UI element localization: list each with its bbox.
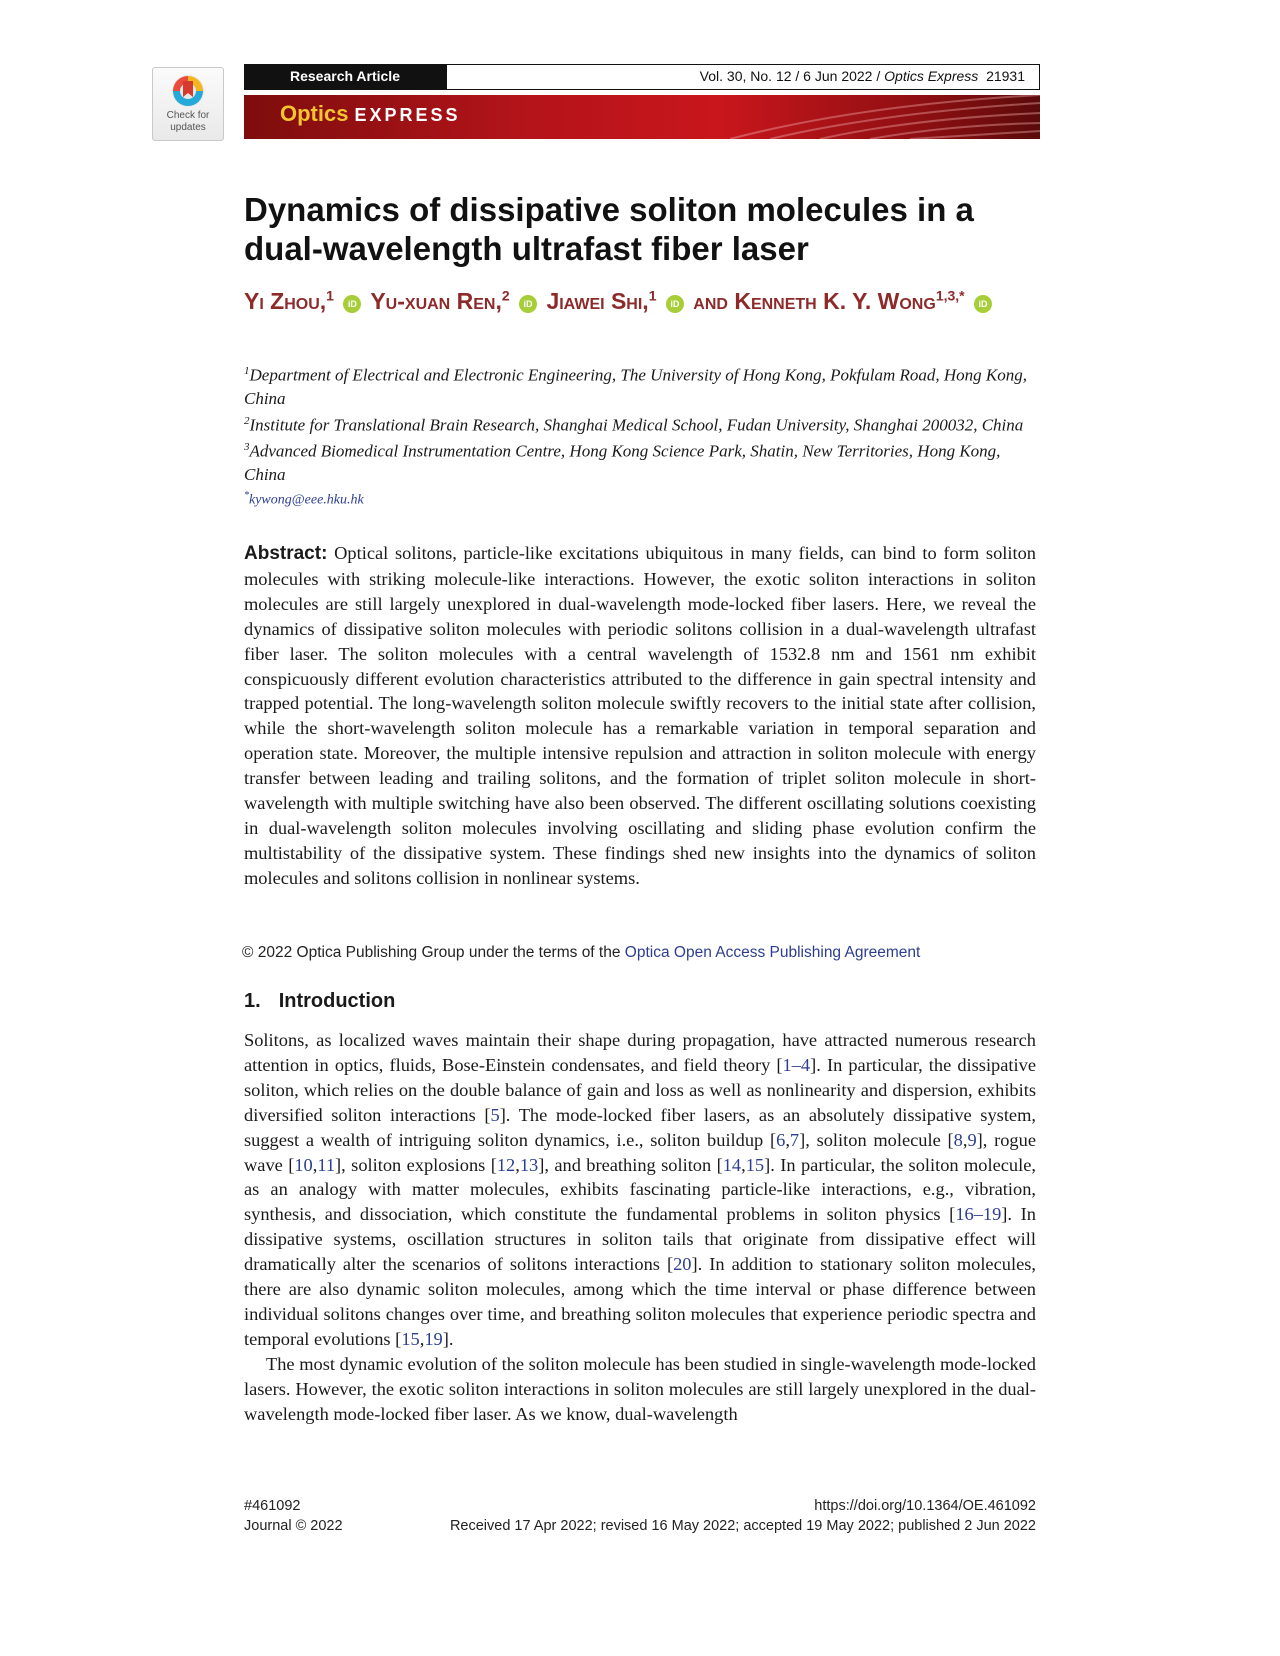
volume-text: Vol. 30, No. 12 / 6 Jun 2022 / bbox=[699, 68, 881, 84]
affiliation-sup: 1 bbox=[244, 365, 250, 377]
author-conjunction: and bbox=[693, 288, 728, 314]
license-link[interactable]: Optica Open Access Publishing Agreement bbox=[624, 944, 921, 961]
journal-copyright: Journal © 2022 bbox=[244, 1518, 343, 1534]
orcid-icon[interactable]: iD bbox=[343, 295, 361, 313]
text-run: Solitons, as localized waves maintain their shape during propagation, have attracted numerous research attention in optics, fluids, Bose-Einstein condensates, and field theory [ bbox=[244, 1030, 1036, 1075]
text-run: ]. In dissipative systems, oscillation structures in soliton tails that originate from dissipative effect will dramatically alter the scenarios of solitons interactions [ bbox=[244, 1204, 1037, 1275]
text-run: ], soliton explosions [ bbox=[335, 1154, 497, 1175]
affiliation-text: Advanced Biomedical Instrumentation Centre, Hong Kong Science Park, Shatin, New Territories, Hong Kong, China bbox=[244, 441, 1001, 484]
abstract bbox=[244, 541, 1036, 891]
check-for-updates-badge[interactable] bbox=[152, 67, 224, 141]
text-run: ], rogue wave [ bbox=[244, 1129, 1036, 1175]
article-header-bar bbox=[244, 64, 1040, 90]
author-sup: 1 bbox=[648, 287, 657, 304]
journal-banner bbox=[244, 95, 1040, 139]
section-title: Introduction bbox=[278, 990, 396, 1012]
affiliation-text: Institute for Translational Brain Research, Shanghai Medical School, Fudan University, Shanghai 200032, China bbox=[249, 415, 1024, 435]
affiliation bbox=[244, 360, 1044, 410]
page-footer bbox=[244, 1496, 1036, 1536]
text-run: ]. The mode-locked fiber lasers, as an absolutely dissipative system, suggest a wealth of intriguing soliton dynamics, i.e., soliton buildup [ bbox=[244, 1104, 1036, 1150]
citation-link[interactable]: 7 bbox=[789, 1129, 800, 1150]
orcid-icon[interactable]: iD bbox=[666, 295, 684, 313]
journal-name-express: EXPRESS bbox=[354, 105, 461, 125]
text-run: , bbox=[312, 1154, 318, 1175]
author-sup: 1,3,* bbox=[935, 287, 965, 304]
affiliation-text: Department of Electrical and Electronic Engineering, The University of Hong Kong, Pokfulam Road, Hong Kong, China bbox=[244, 365, 1027, 408]
citation-link[interactable]: 12 bbox=[496, 1154, 516, 1175]
author-name: Yu-xuan Ren, bbox=[370, 288, 502, 314]
text-run: ]. In particular, the dissipative soliton, which relies on the double balance of gain and loss as well as nonlinearity and dispersion, exhibits diversified soliton interactions [ bbox=[244, 1054, 1036, 1125]
citation-link[interactable]: 15 bbox=[401, 1328, 420, 1349]
crossmark-icon bbox=[170, 73, 206, 109]
text-run: ]. In particular, the soliton molecule, as an analogy with matter molecules, exhibits fascinating particle-like interactions, e.g., vibration, synthesis, and dissociation, which constitute the fundamental problems in soliton physics [ bbox=[244, 1154, 1037, 1225]
affiliation-sup: 3 bbox=[244, 441, 250, 454]
journal-italic: Optics Express bbox=[884, 68, 979, 84]
text-run: , bbox=[515, 1154, 520, 1175]
doi-link[interactable]: https://doi.org/10.1364/OE.461092 bbox=[814, 1498, 1036, 1514]
manuscript-id: #461092 bbox=[244, 1498, 301, 1514]
email-link[interactable]: kywong@eee.hku.hk bbox=[249, 492, 364, 508]
text-run: ]. In addition to stationary soliton molecules, there are also dynamic soliton molecules, among which the time interval or phase difference between individual solitons changes over time, and breathing soliton molecules that experience periodic spectra and temporal evolutions [ bbox=[244, 1254, 1036, 1349]
citation-link[interactable]: 1–4 bbox=[782, 1054, 811, 1075]
citation-link[interactable]: 20 bbox=[673, 1254, 692, 1275]
badge-label-2: updates bbox=[170, 122, 206, 133]
citation-link[interactable]: 5 bbox=[490, 1104, 500, 1125]
abstract-label: Abstract: bbox=[244, 543, 328, 564]
copyright-text: © 2022 Optica Publishing Group under the terms of the bbox=[242, 944, 621, 961]
copyright-notice bbox=[242, 944, 1042, 962]
citation-link[interactable]: 14 bbox=[722, 1154, 742, 1175]
section-number: 1. bbox=[244, 990, 261, 1012]
affiliation-sup: 2 bbox=[244, 414, 250, 427]
author-name: Yi Zhou, bbox=[244, 288, 327, 314]
corresponding-email[interactable] bbox=[244, 486, 1044, 511]
citation-link[interactable]: 9 bbox=[967, 1129, 977, 1150]
paper-title: Dynamics of dissipative soliton molecules in a dual-wavelength ultrafast fiber laser bbox=[244, 191, 974, 267]
author-name: Kenneth K. Y. Wong bbox=[734, 288, 936, 314]
author-sup: 1 bbox=[326, 287, 334, 304]
citation-link[interactable]: 16–19 bbox=[955, 1204, 1002, 1225]
introduction-body bbox=[244, 1028, 1036, 1427]
abstract-text: Optical solitons, particle-like excitations ubiquitous in many fields, can bind to form soliton molecules with striking molecule-like interactions. However, the exotic soliton interactions in soliton molecules are still largely unexplored in dual-wavelength mode-locked fiber lasers. Here, we reveal the dynamics of dissipative soliton molecules with periodic solitons collision in a dual-wavelength ultrafast fiber laser. The soliton molecules with a central wavelength of 1532.8 nm and 1561 nm exhibit conspicuously different evolution characteristics attributed to the difference in gain spectral intensity and trapped potential. The long-wavelength soliton molecule swiftly recovers to the initial state after collision, while the short-wavelength soliton molecule has a remarkable variation in temporal separation and operation state. Moreover, the multiple intensive repulsion and attraction in soliton molecule with energy transfer between leading and trailing solitons, and the formation of triplet soliton molecule in short-wavelength with multiple switching have also been observed. The different oscillating solutions coexisting in dual-wavelength soliton molecules involving oscillating and sliding phase evolution confirm the multistability of the dissipative system. These findings shed new insights into the dynamics of soliton molecules and solitons collision in nonlinear systems. bbox=[244, 543, 1036, 888]
volume-info bbox=[447, 65, 1039, 89]
text-run: , bbox=[785, 1129, 790, 1150]
text-run: , bbox=[962, 1129, 968, 1150]
affiliation bbox=[244, 410, 1044, 437]
paragraph: The most dynamic evolution of the soliton molecule has been studied in single-wavelength mode-locked lasers. However, the exotic soliton interactions in soliton molecules are still largely unexplored in the dual-wavelength mode-locked fiber laser. As we know, dual-wavelength bbox=[244, 1353, 1036, 1424]
orcid-icon[interactable]: iD bbox=[974, 295, 992, 313]
paragraph bbox=[244, 1028, 1036, 1352]
citation-link[interactable]: 10 bbox=[294, 1154, 313, 1175]
citation-link[interactable]: 15 bbox=[745, 1154, 765, 1175]
citation-link[interactable]: 13 bbox=[519, 1154, 539, 1175]
email-sup: * bbox=[244, 489, 249, 501]
citation-link[interactable]: 19 bbox=[424, 1328, 443, 1349]
citation-link[interactable]: 6 bbox=[776, 1129, 786, 1150]
badge-label-1: Check for bbox=[166, 110, 210, 121]
affiliation bbox=[244, 436, 1044, 486]
page-number: 21931 bbox=[986, 68, 1025, 84]
journal-logo[interactable] bbox=[280, 101, 461, 127]
section-heading bbox=[244, 990, 395, 1013]
affiliations bbox=[244, 360, 1044, 511]
publication-history: Received 17 Apr 2022; revised 16 May 2022; accepted 19 May 2022; published 2 Jun 2022 bbox=[449, 1518, 1036, 1534]
text-run: ], and breathing soliton [ bbox=[538, 1154, 723, 1175]
text-run: ]. bbox=[442, 1328, 454, 1349]
text-run: , bbox=[419, 1328, 425, 1349]
text-run: ], soliton molecule [ bbox=[799, 1129, 954, 1150]
article-type: Research Article bbox=[245, 65, 447, 89]
author-name: Jiawei Shi, bbox=[546, 288, 649, 314]
citation-link[interactable]: 8 bbox=[953, 1129, 963, 1150]
author-sup: 2 bbox=[501, 287, 510, 304]
journal-name-optics: Optics bbox=[280, 101, 349, 126]
orcid-icon[interactable]: iD bbox=[519, 295, 537, 313]
author-list bbox=[244, 288, 1044, 315]
text-run: , bbox=[741, 1154, 746, 1175]
banner-streaks bbox=[710, 95, 1040, 139]
citation-link[interactable]: 11 bbox=[317, 1154, 336, 1175]
